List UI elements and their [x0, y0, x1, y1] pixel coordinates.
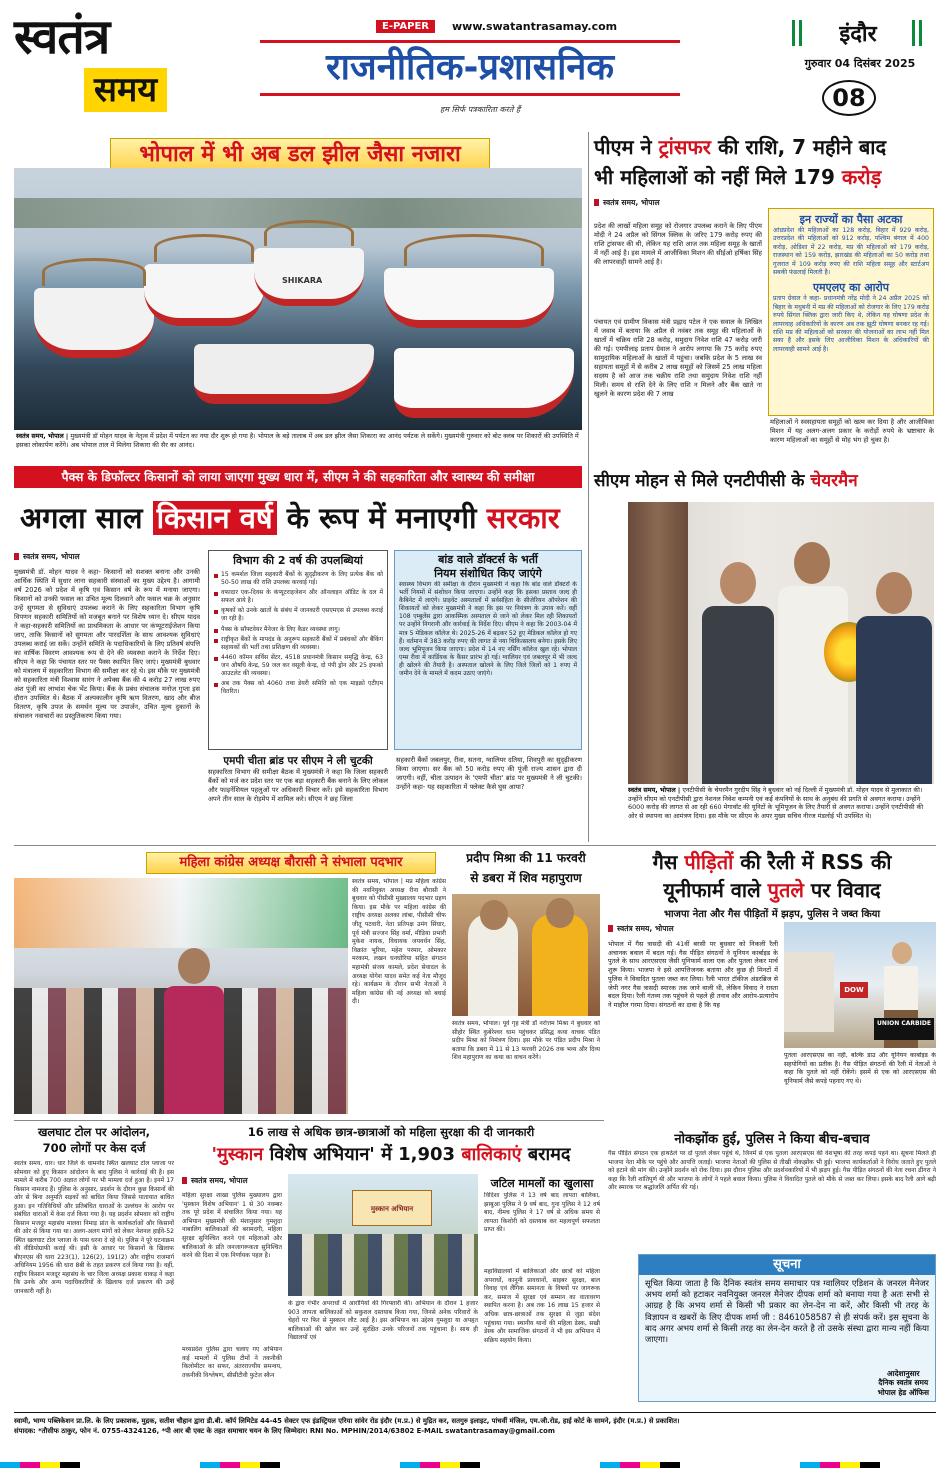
imprint	[14, 1412, 936, 1452]
boat-4	[384, 268, 554, 328]
complex-body-2: महाविद्यालयों में बालिकाओं और छात्रों को महिला अपराधों, कानूनी प्रावधानों, साइबर सुरक्षा, बाल विवाह एवं लैंगिक समानता के विषयों पर जागरूक कर, समाज में सुरक्षा एवं सम्मान का वातावरण स्थापित करना है। अब तक 16 लाख 15 हजार से अधिक छात्र-छात्राओं तक सुरक्षा से जुड़ा संदेश पहुंचाया गया। स्थानीय थानों की महिला डेस्क, सखी डेस्क और सामाजिक संगठनों ने भी इस अभियान में सक्रिय सहयोग किया।	[484, 1268, 600, 1344]
gas-headline-part4: पर विवाद	[803, 878, 881, 902]
gas-subhead: भाजपा नेता और गैस पीड़ितों में झड़प, पुलिस ने जब्त किया	[663, 909, 881, 920]
nok-story	[608, 1130, 936, 1248]
imprint-line2: संपादक: *तौसीफ ठाकुर, फोन नं. 0755-4324126, *पी आर बी एक्ट के तहत समाचार चयन के लिए जिम्मेदार। RNI No. MPHIN/2014/63802 E-MAIL swatantrasamay@gmail.com	[14, 1427, 555, 1435]
pm-headline-highlight: ट्रांसफर	[658, 135, 711, 159]
side-body-2: प्रताप ग्रेवाल ने कहा- प्रधानमंत्री नरेंद्र मोदी ने 24 अप्रैल 2025 को बिहार के मधुबनी में मप्र की महिलाओं को रोजगार के लिए 179 करोड़ रुपये सिंगल क्लिक द्वारा जारी किए थे, लेकिन यह घोषणा प्रदेश के लापरवाह अधिकारियों के कारण अब तक झूठी घोषणा बनकर रह गई। राशि मप्र की महिलाओं को सरकार की योजनाओं का लाभ नहीं मिल सका है और इसके लिए आजीविका मिशन के अधिकारियों की लापरवाही सामने आई है।	[773, 295, 929, 353]
pradeep-headline-line1: प्रदीप मिश्रा की 11 फरवरी	[466, 851, 586, 865]
ntpc-headline-highlight: चेयरमैन	[810, 471, 858, 491]
canopy-1	[42, 258, 146, 286]
dept-item: पैक्स के सॉफ्टवेयर मैनेजर के लिए कैडर व्यवस्था लागू।	[213, 626, 383, 634]
muskan-headline-highlight2: बालिकाएं	[461, 1144, 522, 1165]
congress-body: स्वतंत्र समय, भोपाल | मप्र महिला कांग्रेस की नवनियुक्त अध्यक्ष रीना बौरासी ने बुधवार को पीसीसी मुख्यालय पदभार ग्रहण किया। इस मौके पर महिला कांग्रेस की राष्ट्रीय अध्यक्ष अलका लांबा, पीसीसी चीफ जीतू पटवारी, नेता प्रतिपक्ष उमंग सिंघार, पूर्व मंत्री सज्जन सिंह वर्मा, मीडिया प्रभारी मुकेश नायक, विधायक जयवर्धन सिंह, विक्रांत भूरिया, महेश परमार, ओमकार मरकाम, लखन घनघोरिया सहित संगठन महामंत्री संजय कामले, प्रदेश सेवादल के अध्यक्ष योगेश यादव समेत कई नेता मौजूद रहे। कार्यक्रम के दौरान सभी नेताओं ने महिला कांग्रेस की नई अध्यक्ष को बधाई दी।	[352, 878, 446, 1006]
divider	[14, 845, 936, 846]
notice-sign-3: भोपाल हेड ऑफिस	[877, 1387, 929, 1397]
muskan-headline-part1: 'मुस्कान	[211, 1144, 264, 1165]
bond-title	[399, 553, 577, 581]
date: गुरुवार 04 दिसंबर 2025	[804, 57, 916, 70]
imprint-line1: स्वामी, भाग्य पब्लिकेशन प्रा.लि. के लिए प्रकाशक, मुद्रक, सतीश चौहान द्वारा डी.बी. कॉर्प लिमिटेड 44-45 सेक्टर एफ इंडस्ट्रियल एरिया सांवेर रोड इंदौर (म.प्र.) से मुद्रित कर, सतगुरु इलाइट, पांचवीं मंजिल, एम.जी.रोड, हाई कोर्ट के सामने, इंदौर (म.प्र.) से प्रकाशित।	[14, 1417, 680, 1425]
muskan-headline-part3: बरामद	[521, 1144, 571, 1165]
congress-story	[14, 848, 446, 1116]
banner	[14, 878, 348, 948]
canopy-2	[154, 234, 254, 262]
pradeep-headline	[452, 848, 600, 888]
dal-lake-caption-text: मुख्यमंत्री डॉ मोहन यादव के नेतृत्व में प्रदेश में पर्यटन का नया दौर शुरू हो गया है। भोपाल के बड़े तालाब में अब डल झील जैसा शिकारा का आनंद पर्यटक ले सकेंगे। मुख्यमंत्री गुरुवार को बोट क्लब पर शिकारों की उपस्थिति में इसका लोकार्पण करेंगे। अब भोपाल ताल में मिलेगा शिकारा की सैर का आनंद।	[16, 432, 579, 449]
gas-headline-highlight2: पुतले	[767, 878, 804, 902]
logo	[14, 10, 194, 122]
dal-lake-headline: भोपाल में भी अब डल झील जैसा नजारा	[110, 138, 490, 172]
muskan-strap: 16 लाख से अधिक छात्र-छात्राओं को महिला सुरक्षा की दी जानकारी	[247, 1125, 535, 1139]
logo-line1: स्वतंत्र	[14, 9, 110, 65]
bond-body: स्वास्थ्य विभाग की समीक्षा के दौरान मुख्यमंत्री ने कहा कि बांड वाले डॉक्टरों के भर्ती नियमों में संशोधन किया जाएगा। उन्होंने कहा कि इसका प्रस्ताव जल्द ही कैबिनेट में लाएंगे। प्राइवेट अस्पतालों में सर्वसंहिता के सीजेरियन ऑपरेशन की शिकायतों को लेकर मुख्यमंत्री ने कहा कि इस पर नियंत्रण के उपाय करें। वहीं 108 एम्बुलेंस द्वारा आकस्मिक अस्पताल से जाने को लेकर मिल रही शिकायतों पर उन्होंने निगरानी और कार्रवाई के निर्देश दिए। सीएम ने कहा कि 2003-04 में मात्र 5 मेडिकल कॉलेज थे। 2025-26 में बढ़कर 52 हुए मेडिकल कॉलेज हो गए हैं। वर्तमान में 383 करोड़ रुपए की लागत से नया चिकित्सालय बनेगा। इसके लिए जल्द भूमिपूजन किया जाएगा। प्रदेश में 14 नए नर्सिंग कॉलेज खुल रहे। भोपाल एम्स रीवा में कार्डियक के कैंसर प्रारंभ हो गई। ग्वालियर एवं जबलपुर में भी जल्द ही खोलने की तैयारी है। अस्पताल खोलने के लिए जिले जिलों को 1 रुपए में जमीन देने के मामले में कदम उठाए जाएंगे।	[399, 581, 577, 678]
mp-cheetah-title: एमपी चीता ब्रांड पर सीएम ने ली चुटकी	[223, 755, 373, 767]
kisan-byline: स्वतंत्र समय, भोपाल	[14, 552, 80, 562]
mp-cheetah-body: सहकारिता विभाग की समीक्षा बैठक में मुख्यमंत्री ने कहा कि जिला सहकारी बैंकों को मर्ज कर प्रदेश स्तर पर एक बड़ा सहकारी बैंक बनाने के लिए लोकल और फाइनेंशियल पहलुओं पर अधिकारी विचार करें। इसे सहकारिता विभाग अपने तीन साल के रोड़मेप में शामिल करे। सीएम ने छह जिला	[208, 768, 388, 803]
kisan-headline-highlight: किसान वर्ष	[153, 501, 277, 535]
dept-item: कृषकों को उनके खातों के संबंध में जानकारी एसएमएस से उपलब्ध कराई जा रही है।	[213, 607, 383, 623]
pm-headline-highlight2: करोड़	[841, 165, 882, 189]
city: इंदौर	[839, 22, 877, 47]
pm-headline-part2: की राशि, 7 महीने बाद	[710, 135, 887, 159]
gas-story	[608, 848, 936, 1116]
boat-1	[34, 288, 154, 358]
boat-2	[144, 264, 264, 326]
notice-box	[638, 1254, 936, 1402]
website[interactable]: www.swatantrasamay.com	[452, 20, 618, 33]
notice-title: सूचना	[639, 1255, 935, 1275]
side-body-1: आंध्रप्रदेश की महिलाओं का 128 करोड़, बिहार में 929 करोड़, उत्तरप्रदेश की महिलाओं को 912 करोड़, पश्चिम बंगाल में 400 करोड़, ओडिशा में 22 करोड़, मप्र की महिलाओं को 179 करोड़, राजस्थान को 159 करोड़, झारखंड की महिलाओं का 50 करोड़ तथा गुजरात में 109 करोड़ रुपए की राशि महिला समूह और स्टार्टअप सबकी फंडलाई मिलती है।	[773, 227, 929, 277]
gas-photo	[784, 922, 936, 1048]
pradeep-caption: स्वतंत्र समय, भोपाल। पूर्व गृह मंत्री डॉ नरोत्तम मिश्रा ने बुधवार को सीहोर स्थित कुबेरेश्वर धाम पहुंचकर प्रसिद्ध कथा वाचक पंडित प्रदीप मिश्रा को निमंत्रण दिया। इस मौके पर पंडित प्रदीप मिश्रा ने बताया कि डबरा में 11 से 13 फरवरी 2026 तक भव्य और दिव्य शिव महापुराण का कथा का वाचन करेंगे।	[452, 1020, 600, 1062]
canopy-3	[264, 220, 354, 246]
pm-headline-part1: पीएम ने	[594, 135, 659, 159]
pradeep-story	[452, 848, 600, 1116]
bond-title-line1: बांड वाले डॉक्टर्स के भर्ती	[438, 553, 538, 566]
students	[288, 1234, 478, 1296]
dept-item: 15 कमर्शल जिला सहकारी बैंकों के सुदृढ़ीकरण के लिए प्रत्येक बैंक को 50-50 लाख की राशि उपलब्ध करवाई गई।	[213, 571, 383, 587]
kisan-headline-highlight2: सरकार	[486, 501, 560, 535]
gas-right-body: पुतला आरएसएस का नहीं, बल्कि डाउ और यूनियन कार्बाइड के सहयोगियों का प्रतीक है। गैस पीड़ित संगठनों की रैली में नेताओं ने कहा कि पुतले को नहीं रोकेंगे। इसमें से एक को आरएसएस की यूनिफार्म जैसे कपड़े पहनाए गए थे।	[784, 1052, 936, 1085]
pacs-strip: पैक्स के डिफॉल्टर किसानों को लाया जाएगा मुख्य धारा में, सीएम ने की सहकारिता और स्वास्थ्य की समीक्षा	[14, 466, 582, 488]
pm-body-1: प्रदेश की लाखों महिला समूह को रोजगार उपलब्ध कराने के लिए पीएम मोदी ने 24 अप्रैल को सिंगल क्लिक के जरिए 179 करोड़ रुपए की राशि ट्रांसफर की थी, लेकिन यह राशि आज तक महिला समूह के खातों में नहीं आई है। इस मामले में आजीविका मिशन की सीईओ हर्षिका सिंह की लापरवाही सामने आई है।	[594, 222, 762, 266]
page-number: 08	[822, 80, 876, 116]
pradeep-photo	[452, 894, 600, 1016]
pm-headline	[594, 132, 934, 192]
nok-title: नोकझोंक हुई, पुलिस ने किया बीच-बचाव	[674, 1132, 870, 1147]
complex-body: विदिशा पुलिस ने 13 वर्ष बाद लापता बालिका, झाबुआ पुलिस ने 9 वर्ष बाद, गुना पुलिस ने 12 वर्ष बाद, नीमच पुलिस ने 17 वर्ष से अधिक समय से लापता किशोरी को दस्तयाब कर महत्वपूर्ण सफलता प्राप्त की।	[484, 1192, 600, 1234]
muskan-photo	[288, 1174, 478, 1296]
boat-5	[394, 348, 574, 418]
person-left	[698, 562, 778, 784]
kisan-headline-part2: के रूप में मनाएगी	[276, 501, 487, 535]
ntpc-headline	[594, 466, 934, 496]
side-title-2: एमएलए का आरोप	[812, 281, 890, 295]
complex-title: जटिल मामलों का खुलासा	[490, 1177, 594, 1190]
congress-headline: महिला कांग्रेस अध्यक्ष बौरासी ने संभाला पदभार	[146, 852, 436, 874]
khalghat-story	[14, 1124, 174, 1410]
carbide-poster: UNION CARBIDE	[874, 1018, 934, 1040]
muskan-body-1: महिला सुरक्षा शाखा पुलिस मुख्यालय द्वारा 'मुस्कान विशेष अभियान' 1 से 30 नवम्बर तक पूरे प्रदेश में संचालित किया गया। यह अभियान मुख्यमंत्री की मंशानुसार गुमशुदा नाबालिग बालिकाओं की बरामदगी, महिला सुरक्षा सुनिश्चित करने एवं महिलाओं और बालिकाओं के प्रति जनजागरूकता सुनिश्चित करने की दिशा में एक निर्णायक पहल है।	[182, 1192, 282, 1260]
pm-body-2: पंचायत एवं ग्रामीण विकास मंत्री प्रह्लाद पटेल ने एक सवाल के लिखित में जवाब में बताया कि अप्रैल से नवंबर तक समूह की महिलाओं के खातों में चक्रिय राशि 28 करोड़, समुदाय निवेश राशि 47 करोड़ जारी की गई। एमपीलाइ प्रताप ग्रेवाल ने आरोप लगाया कि 75 करोड़ रुपए सामुदायिक महिलाओं के खातों में पहुंचा। जबकि प्रदेश के 5 लाख स्व सहायता समूहों में से करीब 2 लाख समूहों को जिसमें 25 लाख महिला सदस्य है को आज तक चक्रीय राशि तथा समुदाय निवेश राशि नहीं मिली। समय से राशि देने के लिए राशि न मिलने और बैंक खाते ना खुलने के कारण प्रदेश की 7 लाख	[594, 318, 762, 398]
ntpc-caption	[628, 786, 934, 820]
shikara-label: SHIKARA	[282, 276, 323, 285]
side-title-1: इन राज्यों का पैसा अटका	[799, 213, 903, 226]
ntpc-caption-text: एनटीपीसी के चेयरमैन गुरदीप सिंह ने बुधवार को नई दिल्ली में मुख्यमंत्री डॉ. मोहन यादव से मुलाकात की। उन्होंने सीएम को एनटीपीसी द्वारा नेशनल निवेश कम्पनी एवं कई कंपनियों के साथ के अनुबंध की प्रगति से अवगत कराया। उन्होंने 6000 करोड़ की लागत से आ रही 660 मेगावॉट की यूनिटों के भूमिपूजन के लिए तैयारी से अवगत कराया। उन्होंने एनटीपीसी की ओर से स्थापना का आमंत्रण दिया। इस मौके पर सीएम के अपर मुख्य सचिव नीरज मंडलोई भी उपस्थित थे।	[628, 786, 924, 820]
ntpc-photo	[628, 502, 934, 784]
dept-box	[208, 550, 388, 750]
dept-list	[213, 571, 383, 696]
notice-sign-1: आदेशानुसार	[887, 1368, 920, 1378]
muskan-byline: स्वतंत्र समय, भोपाल	[182, 1176, 248, 1186]
bond-box	[394, 550, 582, 750]
pm-headline-part3: भी महिलाओं को नहीं मिले 179	[594, 165, 842, 189]
muskan-headline-part2: में 1,903	[374, 1144, 462, 1165]
divider	[14, 1120, 604, 1121]
kisan-bottom-body: सहकारी बैंकों जबलपुर, रीवा, सतना, ग्वालियर दतिया, शिवपुरी का सुदृढ़ीकरण किया जाएगा। सर बैंक को 50 करोड़ रुपए की पूंजी राज्य शासन द्वारा दी जाएगी। वहीं, चीता उत्पादन के 'एमपी चीता' ब्रांड पर मुख्यमंत्री ने ली चुटकी। उन्होंने कहा- यह सहकारिता में फ्लेक्ट कैसे घुस आया?	[396, 756, 582, 791]
pm-side-box	[768, 208, 934, 416]
dept-item: राष्ट्रीकृत बैंकों के मापदंड के अनुरूप सहकारी बैंकों में प्रबंधकों और बैंकिंग सहायकों की भर्ती तथा प्रशिक्षण की व्यवस्था।	[213, 636, 383, 652]
kisan-headline	[14, 492, 582, 544]
gas-headline-part3: यूनीफार्म वाले	[663, 878, 768, 902]
green-mark-left	[792, 20, 802, 46]
gas-headline-part2: की रैली में RSS की	[733, 850, 892, 874]
ntpc-headline-part1: सीएम मोहन से मिले एनटीपीसी के	[594, 471, 811, 491]
gas-body: भोपाल में गैस त्रासदी की 41वीं बरसी पर बुधवार को निकली रैली अचानक बवाल में बदल गई। गैस पीड़ित संगठनों ने यूनियन कार्बाइड के पुतले के साथ आरएसएस जैसी यूनिफार्म वाला एक और पुतला लेकर मार्च शुरू किया। भाजपा ने इसे आपत्तिजनक बताया और कुछ ही मिनटों में पुलिस ने विवादित पुतला जब्त कर लिया। रैली भारत टॉकीज अंडरब्रिज से जेपी नगर गैस त्रासदी स्मारक तक जाने वाली थी, लेकिन विवाद ने रास्ता बदल दिया। रैली गंतव्य तक पहुंचने से पहले ही तनाव और आरोप-प्रत्यारोप ने माहौल गरमा दिया। संगठनों का दावा है कि यह	[608, 940, 778, 1009]
cm-ntpc-story	[594, 466, 934, 842]
gas-headline	[608, 848, 936, 904]
khalghat-headline-line2: 700 लोगों पर केस दर्ज	[42, 1141, 146, 1155]
dept-title: विभाग की 2 वर्ष की उपलब्धियां	[233, 554, 363, 567]
pm-transfer-story	[594, 132, 934, 462]
muskan-body-2: मध्यप्रदेश पुलिस द्वारा चलाए गए अभियान कई मामलों में पुलिस टीमों ने तकनीकी किलोमीटर का सफर, अंतरराज्यीय समन्वय, तकनीकी विश्लेषण, सीसीटीवी फुटेज स्कैन	[182, 1346, 282, 1379]
muskan-story	[182, 1124, 600, 1410]
dept-item: 4460 कॉमन सर्विस सेंटर, 4518 प्रधानमंत्री किसान समृद्धि केन्द्र, 63 जन औषधि केन्द्र, 59 जल कर वसूली केन्द्र, दो पंपी ड्रोन और 25 इफको आउटलेट की व्यवस्था।	[213, 654, 383, 678]
masthead	[0, 0, 945, 128]
congress-photo	[14, 878, 348, 1114]
registration-bar	[0, 1462, 945, 1468]
dal-lake-story	[14, 132, 582, 462]
main-person	[164, 948, 224, 1114]
notice-body: सूचित किया जाता है कि दैनिक स्वतंत्र समय समाचार पत्र ग्वालियर एडिशन के जनरल मैनेजर अभय शर्मा को हटाकर नवनियुक्त जनरल मैनेजर दीपक शर्मा को बनाया गया है अतः सभी से आग्रह है कि अभय शर्मा से किसी भी प्रकार का लेन-देन ना करें, और किसी भी तरह के विज्ञापन व खबरों के लिए दीपक शर्मा जी : 8461058587 से ही संपर्क करें। इस सूचना के बाद अगर अभय शर्मा से किसी तरह का लेन-देन करते है तो उसके संस्था द्वारा मान्य नहीं किया जाएगा।	[645, 1278, 929, 1345]
dal-lake-caption-lead: स्वतंत्र समय, भोपाल |	[16, 432, 69, 440]
muskan-banner: मुस्कान अभियान	[352, 1190, 432, 1226]
side-body-3: महिलाओं ने स्वसहायता समूहों को खत्म कर दिया है और आजीविका मिशन में यह अलग-अलग प्रकार के करोड़ों रुपये के भ्रष्टाचार के कारण महिलाओं का समूहों से मोह भंग हो चुका है।	[770, 418, 934, 444]
khalghat-headline	[14, 1124, 174, 1156]
khalghat-body: स्वतंत्र समय, धार। धार जिले के धामनोद स्थित खलघाट टोल प्लाजा पर सोमवार को हुए किसान आंदोलन के बाद पुलिस ने कार्रवाई की है। इस मामले में करीब 700 अज्ञात लोगों पर भी मामला दर्ज हुआ है। इनमें 17 किसान नामजद हैं। पुलिस के अनुसार, प्रदर्शन के दौरान कुछ किसानों की ओर से बिना अनुमति सड़कों को बाधित किया जिससे यातायात बाधित हुआ। इन गतिविधियों और प्रतिबंधित धाराओं के उल्लंघन के आरोप पर संबंधित धाराओं में केस दर्ज किया गया है। यह प्रदर्शन सोमवार को राष्ट्रीय किसान मजदूर महासंघ मालवा निमाड़ प्रांत के कार्यकर्ताओं और किसानों की ओर से किया गया था। अलग-अलग मांगों को लेकर नेशनल हाईवे-52 स्थित खलघाट टोल प्लाजा के पास धरना दे रहे थे। पुलिस ने पूरे घटनाक्रम की वीडियोग्राफी कराई थी। इसी के आधार पर किसानों के खिलाफ बीएनएस की धारा 223(1), 126(2), 191(2) और राष्ट्रीय राजमार्ग अधिनियम 1956 की धारा 8बी के तहत प्रकरण दर्ज किया गया है। वहीं, राष्ट्रीय किसान मजदूर महासंघ के चार जिला अध्यक्ष प्रकाश धाकड़ ने कहा कि उनके और अन्य पदाधिकारियों के खिलाफ दर्ज प्रकरण की उन्हें जानकारी नहीं है।	[14, 1160, 174, 1295]
dow-sign: DOW	[840, 982, 868, 998]
gas-headline-highlight: पीड़ितों	[684, 850, 734, 874]
gas-byline: स्वतंत्र समय, भोपाल	[608, 924, 674, 934]
muskan-headline-highlight: विशेष अभियान'	[263, 1144, 375, 1165]
tagline: हम सिर्फ पत्रकारिता करते हैं	[440, 105, 521, 114]
curtain	[628, 502, 688, 784]
dal-lake-caption	[16, 432, 580, 449]
muskan-headline	[182, 1140, 600, 1170]
nok-body: गैस पीड़ित संगठन एक हाथठेले पर दो पुतले लेकर पहुंचे थे, जिनमें से एक पुतला आरएसएस की वेशभूषा की तरह कपड़े पहने था। सूचना मिलते ही भाजपा नेता मौके पर पहुंचे और आपत्ति जताई। भाजपा नेताओं की पुलिस से तीखी नोकझोंक भी हुई। भाजपा कार्यकर्ताओं ने विरोध जताते हुए पुतले को हटाने की मांग की। उन्होंने प्रदर्शन को रोक दिया। इस दौरान पुलिस और प्रदर्शनकारियों में भी झड़प हुई। गैस पीड़ित संगठनों की नेता रचना ढींगरा ने कहा कि रैली शांतिपूर्ण थी और भाजपा के लोगों ने पहले बवाल किया। पुलिस ने विवादित पुतले को मौके से जब्त कर लिया। इसके बाद रैली आगे बढ़ी और स्मारक पर श्रद्धांजलि अर्पित की गई।	[608, 1150, 936, 1192]
kisan-headline-part1: अगला साल	[20, 501, 153, 535]
gas-headline-part1: गैस	[652, 850, 685, 874]
person-right	[856, 572, 932, 784]
muskan-body-3: के द्वारा गंभीर अपराधों में आरोपियों की गिरफ्तारी की। अभियान के दौरान 1 हजार 903 लापता बालिकाओं को सकुशल दस्तयाब किया गया, जिनसे अनेक परिवारों के चेहरों पर फिर से मुस्कान लौट आई है। इस अभियान का उद्देश्य गुमशुदा या अपहृत बालिकाओं की खोज कर उन्हें सुरक्षित उनके परिजनों तक पहुंचाना है। साथ ही विद्यालयों एवं	[288, 1300, 478, 1342]
dal-lake-photo	[14, 168, 582, 430]
section-title: राजनीतिक-प्रशासनिक	[260, 40, 680, 96]
green-mark-right	[912, 20, 922, 46]
khalghat-headline-line1: खलघाट टोल पर आंदोलन,	[38, 1125, 150, 1139]
ntpc-caption-lead: स्वतंत्र समय, भोपाल |	[628, 786, 681, 794]
canopy-4	[404, 234, 544, 266]
notice-sign	[878, 1369, 929, 1397]
kisan-body: मुख्यमंत्री डॉ. मोहन यादव ने कहा- किसानों को सशक्त बनाना और उनकी आर्थिक स्थिति में सुधार लाना सहकारी संस्थाओं का मुख्य उद्देश्य है। आगामी वर्ष 2026 को प्रदेश में कृषि एवं किसान वर्ष के रूप में मनाया जाएगा। किसानों को उनकी फसल का उचित मूल्य दिलवाने और फसल चक्र के अनुसार उन्हें सुगमता से सुविधाएं उपलब्ध कराने के लिए सहकारिता विभाग कृषि विपणन सहकारी समितियों को मजबूत बनाने पर विशेष ध्यान दे। सीएम यादव ने कहा-सहकारी समितियों का प्राथमिकता के आधार पर कंप्यूटराईजेशन किया जाए, ताकि किसानों को सुगमता और पारदर्शिता के साथ आवश्यक सुविधाएं उपलब्ध कराई जा सकें। उन्होंने समिति के पदाधिकारियों के लिए प्रतिवर्ष संपत्ति का वार्षिक विवरण आवश्यक रूप से देने की व्यवस्था कराने के निर्देश दिए। सीएम ने कहा कि पंचायत स्तर पर पैक्स स्थापित किए जाएं। मुख्यमंत्री बुधवार को मंत्रालय में सहकारिता विभाग की समीक्षा कर रहे थे। इस मौके पर मुख्यमंत्री को सहकारिता मंत्री विश्वास सारंग ने अपेक्स बैंक की 4 करोड़ 27 लाख रुपए अंश पूंजी का लाभांश चेक भेंट किया। बैंक के प्रबंध संचालक मनोज गुप्ता इस दौरान उपस्थित थे। बैठक में अल्पकालीन कृषि ऋण वितरण, खाद और बीज वितरण, कृषि उपज के समर्थन मूल्य पर उपार्जन, उचित मूल्य दुकानों के संचालन नवाचारों का प्रस्तुतिकरण किया गया।	[14, 568, 200, 720]
pm-byline: स्वतंत्र समय, भोपाल	[594, 198, 934, 208]
dept-item: अब तक पैक्स को 4060 तथा डेयरी समिति को एक माइक्रो एटीएम वितरित।	[213, 680, 383, 696]
kisan-story	[14, 492, 582, 842]
logo-line2: समय	[84, 68, 167, 112]
epaper-badge: E-PAPER	[376, 20, 435, 33]
dept-item: वफादार एक-दिवस के कंप्यूटराइजेशन और ऑनलाइन ऑडिट के दल में सफल आये है।	[213, 589, 383, 605]
bond-title-line2: नियम संशोधित किए जाएंगे	[434, 567, 542, 580]
pradeep-headline-line2: से डबरा में शिव महापुराण	[470, 871, 582, 885]
notice-sign-2: दैनिक स्वतंत्र समय	[878, 1378, 929, 1388]
boat-6	[194, 344, 374, 404]
divider	[588, 132, 589, 842]
